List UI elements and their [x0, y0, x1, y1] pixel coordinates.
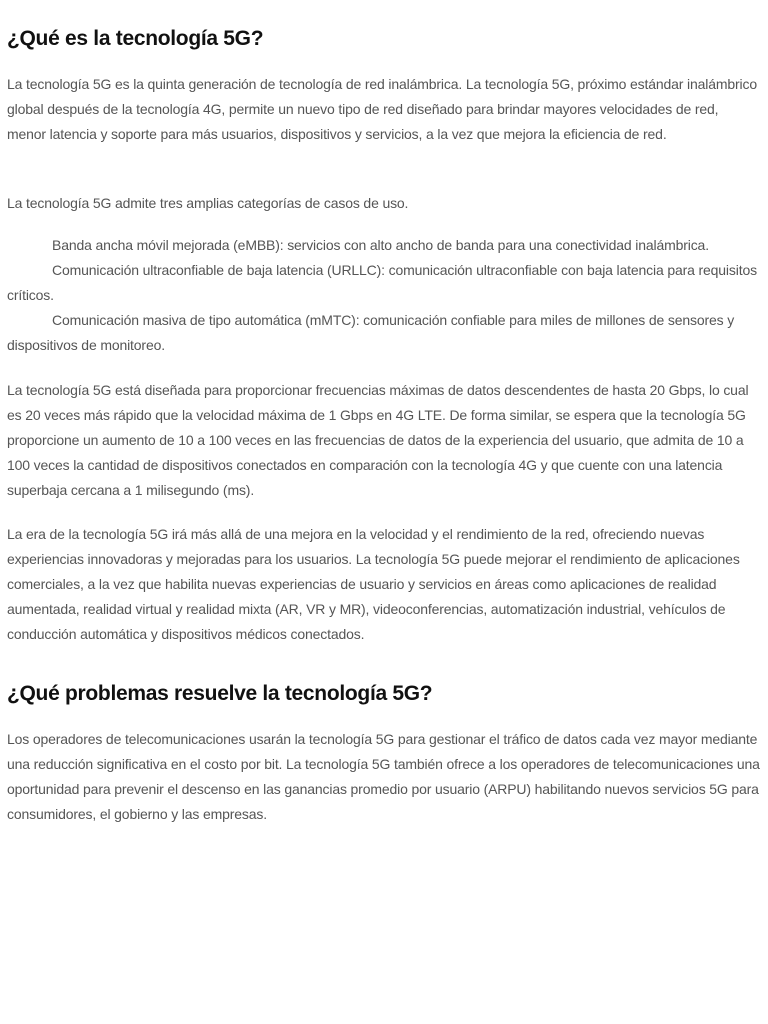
section-heading-problems-solved: ¿Qué problemas resuelve la tecnología 5G? — [7, 682, 433, 705]
list-item-urllc: Comunicación ultraconfiable de baja latencia (URLLC): comunicación ultraconfiable con baja latencia para requisitos críticos. — [7, 262, 757, 303]
list-item-embb: Banda ancha móvil mejorada (eMBB): servicios con alto ancho de banda para una conectividad inalámbrica. — [52, 237, 709, 253]
paragraph-intro: La tecnología 5G es la quinta generación de tecnología de red inalámbrica. La tecnología 5G, próximo estándar inalámbrico global después de la tecnología 4G, permite un nuevo tipo de red diseñado para brindar mayores velocidades de red, menor latencia y soporte para más usuarios, dispositivos y servicios, a la vez que mejora la eficiencia de red. — [7, 76, 757, 142]
paragraph-operators: Los operadores de telecomunicaciones usarán la tecnología 5G para gestionar el tráfico de datos cada vez mayor mediante una reducción significativa en el costo por bit. La tecnología 5G también ofrece a los operadores de telecomunicaciones una oportunidad para prevenir el descenso en las ganancias promedio por usuario (ARPU) habilitando nuevos servicios 5G para consumidores, el gobierno y las empresas. — [7, 731, 760, 822]
paragraph-new-experiences: La era de la tecnología 5G irá más allá de una mejora en la velocidad y el rendimiento de la red, ofreciendo nuevas experiencias innovadoras y mejoradas para los usuarios. La tecnología 5G puede mejorar el rendimiento de aplicaciones comerciales, a la vez que habilita nuevas experiencias de usuario y servicios en áreas como aplicaciones de realidad aumentada, realidad virtual y realidad mixta (AR, VR y MR), videoconferencias, automatización industrial, vehículos de conducción automática y dispositivos médicos conectados. — [7, 526, 740, 642]
use-case-list — [7, 233, 761, 358]
paragraph-use-cases-intro: La tecnología 5G admite tres amplias categorías de casos de uso. — [7, 195, 409, 211]
section-heading-what-is-5g: ¿Qué es la tecnología 5G? — [7, 27, 264, 50]
list-item-mmtc: Comunicación masiva de tipo automática (mMTC): comunicación confiable para miles de millones de sensores y dispositivos de monitoreo. — [7, 312, 735, 353]
paragraph-speeds: La tecnología 5G está diseñada para proporcionar frecuencias máximas de datos descendentes de hasta 20 Gbps, lo cual es 20 veces más rápido que la velocidad máxima de 1 Gbps en 4G LTE. De forma similar, se espera que la tecnología 5G proporcione un aumento de 10 a 100 veces en las frecuencias de datos de la experiencia del usuario, que admita de 10 a 100 veces la cantidad de dispositivos conectados en comparación con la tecnología 4G y que cuente con una latencia superbaja cercana a 1 milisegundo (ms). — [7, 382, 749, 498]
